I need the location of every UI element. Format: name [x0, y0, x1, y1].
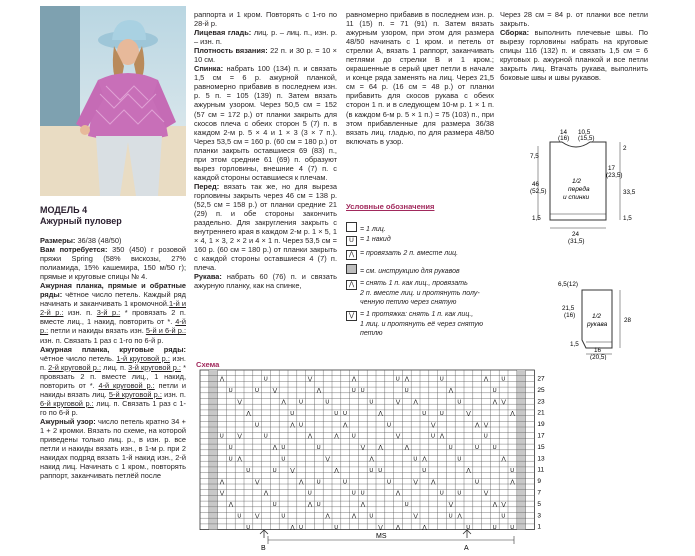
chart-stitch-symbol: U — [316, 502, 321, 509]
label-b: B — [261, 545, 266, 552]
bf-top-right-2: (15,5) — [578, 135, 595, 142]
chart-row-label: 15 — [537, 443, 545, 451]
chart-stitch-symbol: ⋀ — [413, 399, 418, 406]
chart-stitch-symbol: ⋁ — [307, 376, 313, 383]
bf-right-a-2: (23,5) — [606, 172, 623, 179]
arrow-b — [260, 530, 268, 538]
chart-stitch-symbol: ⋀ — [290, 524, 295, 531]
flat-border-para: Ажурная планка, прямые и обратные ряды: чётное число петель. Каждый ряд начинать и заканчивать 1 кромочной.1-й и 2-й р.: изн. п. 3-й р.: * провязать 2 п. вместе лиц., 1 накид, повторить от *. 4-й р.: петли и накиды вязать изн. 5-й и 6-й р.: изн. п. Связать 1 раз с 1-го по 6-й р. — [40, 281, 186, 345]
chart-stitch-symbol: ⋁ — [219, 490, 225, 497]
chart-row-label: 19 — [537, 421, 545, 429]
chart-stitch-symbol: U — [501, 513, 506, 520]
chart-stitch-symbol: ⋀ — [510, 410, 515, 417]
chart-stitch-symbol: ⋁ — [378, 524, 383, 531]
stockinette-para: Лицевая гладь: лиц. р. – лиц. п., изн. р. – изн. п. — [194, 28, 337, 47]
bf-left-mid-2: (52,5) — [530, 188, 547, 195]
chart-stitch-symbol: U — [404, 388, 409, 395]
chart-row-label: 11 — [537, 466, 545, 474]
chart-stitch-symbol: U — [219, 433, 224, 440]
legend-item-skp: ⋁ = 1 протяжка: снять 1 п. как лиц., 1 лиц. и протянуть её через снятую петлю — [346, 311, 561, 338]
chart-stitch-symbol: ⋀ — [351, 376, 357, 383]
chart-stitch-symbol: U — [439, 410, 444, 417]
chart-stitch-symbol: ⋀ — [404, 376, 410, 383]
chart-stitch-symbol: ⋀ — [290, 422, 295, 429]
knitting-chart — [196, 368, 556, 552]
bf-left-mid: 46 — [532, 181, 540, 188]
chart-stitch-symbol: U — [369, 399, 374, 406]
chart-stitch-symbol: U — [290, 410, 295, 417]
chart-stitch-symbol: U — [263, 376, 268, 383]
sl-center-1: 1/2 — [592, 313, 602, 320]
bf-left-top: 7,5 — [530, 153, 539, 160]
chart-stitch-symbol: U — [343, 479, 347, 486]
chart-stitch-symbol: U — [281, 445, 286, 452]
chart-stitch-symbol: ⋀ — [475, 422, 480, 429]
chart-stitch-symbol: ⋀ — [431, 479, 436, 486]
legend-item-yarnover: U = 1 накид — [346, 236, 561, 246]
skp-symbol: ⋁ — [346, 311, 357, 321]
legend-title: Условные обозначения — [346, 202, 435, 211]
chart-stitch-symbol: U — [237, 513, 242, 520]
sizes-para: Размеры: 36/38 (48/50) — [40, 236, 122, 245]
bf-center-1: 1/2 — [572, 178, 582, 185]
chart-stitch-symbol: U — [448, 445, 453, 452]
chart-stitch-symbol: ⋀ — [343, 422, 348, 429]
chart-stitch-symbol: ⋁ — [501, 502, 506, 509]
chart-stitch-symbol: U — [466, 524, 471, 531]
sl-left-bot: 1,5 — [570, 341, 579, 348]
chart-stitch-symbol: ⋁ — [325, 456, 330, 463]
chart-row-label: 5 — [537, 500, 542, 508]
sl-top: 6,5(12) — [558, 281, 578, 288]
instructions-col4 — [500, 10, 648, 82]
chart-stitch-symbol: U — [316, 445, 321, 452]
model-title — [40, 205, 122, 226]
chart-row-label: 25 — [537, 386, 545, 394]
chart-stitch-symbol: ⋁ — [237, 399, 242, 406]
chart-stitch-symbol: U — [307, 490, 312, 497]
chart-row-label: 3 — [537, 512, 542, 520]
chart-stitch-symbol: U — [510, 467, 515, 474]
chart-stitch-symbol: ⋀ — [334, 467, 339, 474]
arrow-a — [463, 530, 471, 538]
chart-stitch-symbol: ⋀ — [299, 479, 304, 486]
chart-stitch-symbol: U — [387, 479, 391, 486]
chart-stitch-symbol: U — [457, 490, 462, 497]
chart-stitch-symbol: U — [369, 513, 374, 520]
sl-right: 28 — [624, 317, 632, 324]
chart-stitch-symbol: ⋀ — [360, 502, 366, 509]
chart-stitch-symbol: ⋀ — [263, 490, 269, 497]
chart-stitch-symbol: U — [228, 456, 233, 463]
chart-stitch-symbol: ⋀ — [422, 524, 427, 531]
bf-right-top: 2 — [623, 145, 627, 152]
chart-stitch-symbol: U — [228, 445, 233, 452]
chart-stitch-symbol: U — [334, 524, 339, 531]
chart-stitch-symbol: U — [510, 524, 515, 531]
chart-stitch-symbol: U — [492, 524, 497, 531]
chart-stitch-symbol: U — [483, 433, 488, 440]
legend-item-k2tog: ⋀ = провязать 2 п. вместе лиц. — [346, 250, 561, 260]
chart-row-label: 27 — [537, 375, 545, 383]
sleeves-para: Рукава: набрать 60 (76) п. и связать ажурную планку, как на спинке, — [194, 272, 337, 291]
materials-para: Вам потребуется: 350 (450) г розовой пряжи Spring (58% вискозы, 27% полиамида, 15% кашемира, 150 м/50 г); прямые и круговые спицы № 4. — [40, 245, 186, 282]
back-front-pattern — [530, 128, 640, 268]
chart-stitch-symbol: U — [246, 467, 251, 474]
chart-stitch-symbol: U — [263, 433, 268, 440]
front-para: Перед: вязать так же, но для выреза горловины закрыть через 46 см = 138 р. (52,5 см = 158 р.) от планки средние 21 (29) п. и обе стороны закончить раздельно. Для закругления закрыть с внутреннего края в каждом 2-м р. 1 × 5, 1 × 4, 1 × 3, 2 × 2 и 4 × 1 п. Через 53,5 см = 160 р. (60 см = 180 р.) от планки закрыть с каждой стороны оставшиеся 4 (7) п. плеча. — [194, 181, 337, 273]
bf-top-left: 14 — [560, 129, 568, 136]
sk2p-symbol: ⋀ — [346, 280, 357, 290]
bf-right-bot: 1,5 — [623, 215, 632, 222]
chart-stitch-symbol: U — [404, 502, 409, 509]
chart-stitch-symbol: U — [422, 410, 427, 417]
chart-stitch-symbol: ⋀ — [351, 513, 357, 520]
sl-bottom-2: (20,5) — [590, 354, 607, 360]
sleeve-pattern — [552, 270, 642, 360]
chart-stitch-symbol: ⋁ — [395, 433, 401, 440]
chart-stitch-symbol: U — [246, 524, 251, 531]
chart-stitch-symbol: ⋀ — [501, 456, 506, 463]
chart-row-labels — [537, 376, 545, 531]
chart-row-label: 21 — [537, 409, 545, 417]
chart-stitch-symbol: ⋀ — [316, 388, 322, 395]
bf-bottom: 24 — [572, 231, 580, 238]
sl-bottom: 16 — [594, 347, 602, 354]
chart-stitch-symbol: U — [360, 490, 365, 497]
chart-stitch-symbol: ⋀ — [378, 410, 383, 417]
bf-left-bot: 1,5 — [532, 215, 541, 222]
chart-stitch-symbol: ⋀ — [510, 479, 515, 486]
bf-right-b: 33,5 — [623, 189, 636, 196]
sleeve-cont-para: равномерно прибавив в последнем изн. р. 11 (15) п. = 71 (91) п. Затем вязать ажурным узором, при этом для размера 48/50 начинать с 1 кром. и петель от стрелки А, вязать 1 раппорт, заканчивать петлями до стрелки В и 1 кром.; окрашенные в серый цвет петли в начале и конце ряда заменять на лиц. Через 21,5 см = 64 р. (16 см = 48 р.) от планки прибавить для скосов рукава с обеих сторон 1 п. и в следующем 10-м р. 1 × 1 п. (в каждом 6-м р. 5 × 1 п.) = 75 (103) п., при этом прибавленные для размера 36/38 вязать лиц. гладью, по для размера 48/50 включать в узор. — [346, 10, 494, 146]
chart-stitch-symbol: ⋁ — [413, 513, 418, 520]
chart-stitch-symbol: ⋀ — [272, 445, 278, 452]
lace-pattern-para: Ажурный узор: число петель кратно 34 + 1 + 2 кромки. Вязать по схеме, на которой приведены только лиц. р., в изн. р. все петли и накиды вязать изн., в 1-м р. при 2 накидах подряд вязать 1-й накид изн., 2-й накид лиц. Начинать с 1 кром., повторять раппорт, заканчивать петлёй после — [40, 416, 186, 481]
model-number: МОДЕЛЬ 4 — [40, 205, 88, 215]
chart-stitch-symbol: ⋀ — [237, 456, 242, 463]
sleeve-end-para: Через 28 см = 84 р. от планки все петли закрыть. — [500, 10, 648, 29]
chart-stitch-symbol: U — [439, 376, 444, 383]
chart-stitch-symbol: U — [255, 388, 259, 395]
chart-stitch-symbol: ⋀ — [404, 445, 410, 452]
chart-stitch-symbol: ⋁ — [255, 479, 260, 486]
chart-stitch-symbol: U — [325, 399, 330, 406]
chart-stitch-symbol: ⋁ — [483, 490, 489, 497]
chart-stitch-symbol: U — [281, 513, 286, 520]
chart-stitch-symbol: ⋀ — [422, 456, 427, 463]
chart-stitch-symbol: ⋀ — [457, 513, 462, 520]
instructions-col1 — [40, 236, 186, 480]
chart-stitch-symbol: ⋀ — [219, 479, 225, 486]
chart-stitch-symbol: U — [272, 502, 277, 509]
bf-right-a: 17 — [608, 165, 616, 172]
chart-stitch-symbol: U — [228, 388, 233, 395]
chart-stitch-symbol: U — [299, 399, 303, 406]
chart-grid — [200, 370, 534, 530]
chart-stitch-symbol: ⋀ — [448, 388, 454, 395]
chart-stitch-symbol: ⋁ — [483, 422, 489, 429]
chart-stitch-symbol: ⋀ — [228, 502, 234, 509]
k2tog-symbol: ⋀ — [346, 250, 357, 260]
chart-stitch-symbol: U — [255, 422, 259, 429]
chart-stitch-symbol: U — [395, 376, 400, 383]
yarnover-symbol: U — [346, 236, 357, 246]
ms-label: MS — [376, 533, 387, 540]
chart-stitch-symbol: ⋀ — [483, 376, 489, 383]
chart-stitch-symbol: U — [351, 490, 356, 497]
legend-item-sk2p: ⋀ = снять 1 п. как лиц., провязать 2 п. вместе лиц. и протянуть полу- ченную петлю через снятую — [346, 280, 561, 307]
chart-stitch-symbol: U — [492, 388, 497, 395]
chart-stitch-symbol: ⋀ — [466, 467, 471, 474]
chart-stitch-symbol: U — [475, 445, 479, 452]
chart-stitch-symbol: ⋀ — [369, 456, 374, 463]
assembly-para: Сборка: выполнить плечевые швы. По вырезу горловины набрать на круговые спицы 116 (132) п. и связать 1,5 см = 6 круговых р. ажурной планкой и все петли закрыть лиц. Втачать рукава, выполнить боковые швы и швы рукавов. — [500, 28, 648, 83]
chart-stitch-symbol: U — [501, 376, 506, 383]
chart-stitch-symbol: U — [387, 422, 391, 429]
chart-stitch-symbol: ⋁ — [255, 513, 260, 520]
chart-stitch-symbol: U — [299, 524, 303, 531]
chart-stitch-symbol: U — [422, 467, 427, 474]
chart-stitch-symbol: U — [448, 513, 453, 520]
chart-row-label: 7 — [537, 489, 542, 497]
chart-stitch-symbol: ⋀ — [439, 433, 445, 440]
chart-stitch-symbol: U — [413, 456, 418, 463]
model-name: Ажурный пуловер — [40, 215, 122, 226]
bf-center-3: и спинки — [563, 194, 590, 201]
chart-stitch-symbol: U — [431, 433, 435, 440]
grey-symbol — [346, 264, 357, 274]
chart-stitch-symbol: ⋀ — [307, 433, 313, 440]
chart-stitch-symbol: U — [369, 467, 374, 474]
sl-left: 21,5 — [562, 305, 575, 312]
chart-row-label: 17 — [537, 432, 545, 440]
chart-stitch-symbol: U — [378, 467, 383, 474]
gauge-para: Плотность вязания: 22 п. и 30 р. = 10 × 10 см. — [194, 46, 337, 65]
model-photo — [40, 6, 186, 196]
chart-stitch-symbol: U — [351, 433, 356, 440]
chart-stitch-symbol: U — [334, 410, 339, 417]
back-para: Спинка: набрать 100 (134) п. и связать 1,5 см = 6 р. ажурной планкой, равномерно прибавив в последнем изн. р. 5 п. = 105 (139) п. Затем вязать ажурным узором. Через 50,5 см = 152 (57 см = 172 р.) от планки закрыть для скосов плеча с обеих сторон 5 (7) п. в каждом 2-м р. 5 × 4 и 1 × 3 (3 × 7 п.). Через 53,5 см = 160 р. (60 см = 180 р.) от планки закрыть оставшиеся 69 (83) п., при этом средние 61 (69) п. образуют вырез горловины, внешние 4 (7) п. с каждой стороны оставшиеся к плечам. — [194, 64, 337, 182]
chart-stitch-symbol: ⋁ — [272, 388, 278, 395]
chart-stitch-symbol: U — [299, 422, 303, 429]
chart-stitch-symbol: ⋀ — [395, 524, 401, 531]
chart-stitch-symbol: U — [272, 467, 277, 474]
chart-stitch-symbol: U — [316, 479, 321, 486]
bf-bottom-2: (31,5) — [568, 238, 585, 245]
chart-stitch-symbol: U — [475, 479, 479, 486]
legend-item-knit: = 1 лиц. — [346, 222, 561, 235]
chart-stitch-symbol: ⋁ — [237, 433, 242, 440]
chart-stitch-symbol: ⋀ — [219, 376, 225, 383]
chart-stitch-symbol: ⋀ — [307, 502, 313, 509]
repeat-para: раппорта и 1 кром. Повторять с 1-го по 28-й р. — [194, 10, 337, 29]
scheme-title: Схема — [196, 360, 220, 369]
bf-top-right: 10,5 — [578, 129, 591, 136]
chart-stitch-symbol: U — [281, 456, 286, 463]
label-a: A — [464, 545, 469, 552]
chart-stitch-symbol: ⋀ — [281, 399, 286, 406]
chart-stitch-symbol: ⋁ — [395, 399, 401, 406]
sl-left-2: (16) — [564, 312, 576, 319]
chart-stitch-symbol: ⋁ — [431, 422, 436, 429]
chart-stitch-symbol: ⋁ — [360, 445, 366, 452]
chart-stitch-symbol: ⋀ — [325, 513, 330, 520]
chart-stitch-symbol: U — [360, 388, 365, 395]
chart-stitch-symbol: U — [457, 399, 462, 406]
chart-stitch-symbol: ⋁ — [290, 467, 295, 474]
chart-stitch-symbol: U — [439, 490, 444, 497]
legend-item-sleeve: = см. инструкцию для рукавов — [346, 264, 561, 277]
chart-stitch-symbol: U — [457, 456, 462, 463]
chart-stitch-symbol: U — [492, 445, 497, 452]
round-border-para: Ажурная планка, круговые ряды: чётное число петель. 1-й круговой р.: изн. п. 2-й круговой р.: лиц. п. 3-й круговой р.: * провязать 2 п. вместе лиц., 1 накид, повторить от *. 4-й круговой р.: петли и накиды вязать лиц. 5-й круговой р.: изн. п. 6-й круговой р.: лиц. п. Связать 1 раз с 1-го по 6-й р. — [40, 344, 186, 417]
chart-stitch-symbol: U — [343, 410, 347, 417]
chart-stitch-symbol: ⋀ — [492, 399, 498, 406]
chart-row-label: 9 — [537, 478, 542, 486]
chart-stitch-symbol: ⋀ — [334, 433, 339, 440]
chart-stitch-symbol: ⋁ — [413, 479, 418, 486]
chart-row-label: 1 — [537, 523, 542, 531]
instructions-col3 — [346, 10, 494, 146]
chart-stitch-symbol: ⋀ — [378, 445, 383, 452]
chart-stitch-symbol: ⋁ — [501, 399, 506, 406]
chart-stitch-symbol: ⋀ — [492, 502, 498, 509]
sl-center-2: рукава — [587, 321, 608, 328]
chart-stitch-symbol: ⋁ — [448, 502, 454, 509]
chart-stitch-symbol: ⋁ — [466, 410, 471, 417]
instructions-col2 — [194, 10, 337, 290]
chart-stitch-symbol: ⋀ — [246, 410, 251, 417]
bf-center-2: переда — [568, 186, 590, 193]
chart-stitch-symbol: ⋀ — [395, 490, 401, 497]
chart-row-label: 13 — [537, 455, 545, 463]
knit-symbol — [346, 222, 357, 232]
chart-row-label: 23 — [537, 398, 545, 406]
bf-top-left-2: (16) — [558, 135, 570, 142]
chart-stitch-symbol: U — [351, 388, 356, 395]
